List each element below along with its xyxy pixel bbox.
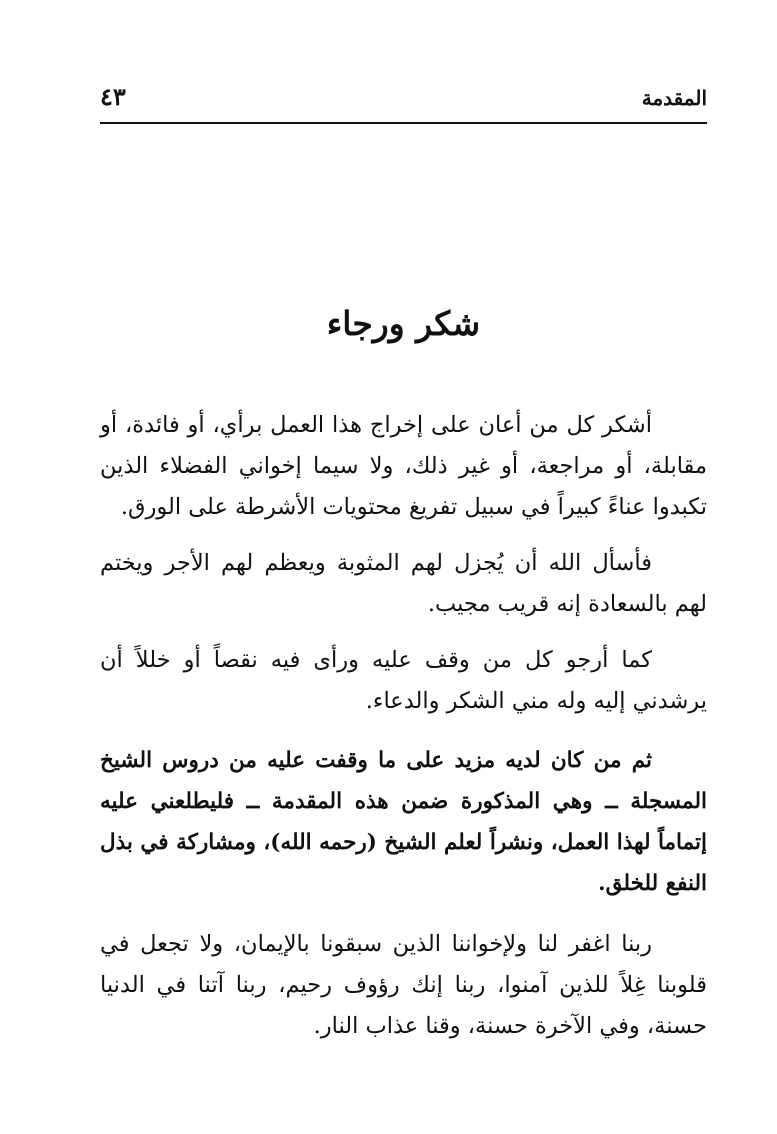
- section-name: المقدمة: [641, 86, 707, 110]
- paragraph-request-corrections: كما أرجو كل من وقف عليه ورأى فيه نقصاً أو خللاً أن يرشدني إليه وله مني الشكر والدعاء.: [100, 647, 707, 714]
- page-title: شكر ورجاء: [326, 304, 481, 343]
- running-header: [100, 82, 707, 124]
- body-text: [100, 405, 707, 1047]
- paragraph-closing-prayer: ربنا اغفر لنا ولإخواننا الذين سبقونا بالإيمان، ولا تجعل في قلوبنا غِلاً للذين آمنوا، ربنا إنك رؤوف رحيم، ربنا آتنا في الدنيا حسنة، وفي الآخرة حسنة، وقنا عذاب النار.: [100, 931, 707, 1039]
- paragraph-thanks: أشكر كل من أعان على إخراج هذا العمل برأي، أو فائدة، أو مقابلة، أو مراجعة، أو غير ذلك، ولا سيما إخواني الفضلاء الذين تكبدوا عناءً كبيراً في سبيل تفريغ محتويات الأشرطة على الورق.: [100, 412, 707, 520]
- paragraph-supplication: فأسأل الله أن يُجزل لهم المثوبة ويعظم لهم الأجر ويختم لهم بالسعادة إنه قريب مجيب.: [100, 550, 707, 617]
- paragraph-request-recordings: ثم من كان لديه مزيد على ما وقفت عليه من دروس الشيخ المسجلة ــ وهي المذكورة ضمن هذه المقدمة ــ فليطلعني عليه إتماماً لهذا العمل، ونشراً لعلم الشيخ (رحمه الله)، ومشاركة في بذل النفع للخلق.: [100, 748, 707, 896]
- page-number: ٤٣: [100, 82, 126, 111]
